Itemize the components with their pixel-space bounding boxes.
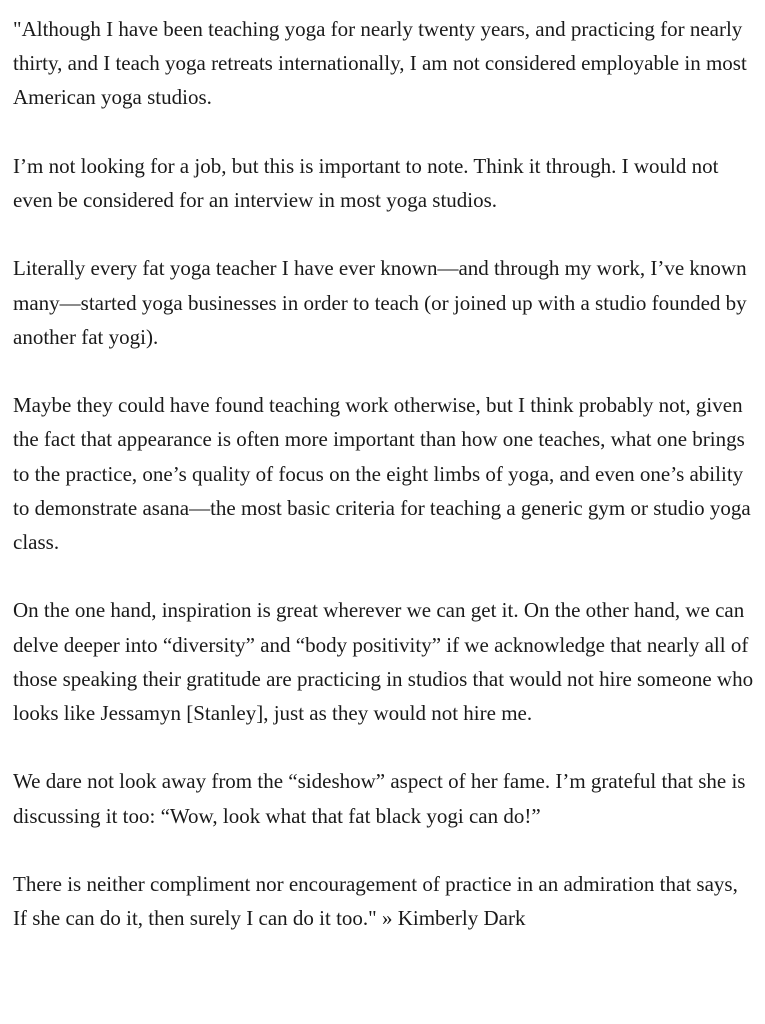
quote-paragraph: Literally every fat yoga teacher I have ever known—and through my work, I’ve known many—started yoga businesses in order to teach (or joined up with a studio founded by another fat yogi).: [13, 256, 747, 349]
quote-paragraph: "Although I have been teaching yoga for nearly twenty years, and practicing for nearly thirty, and I teach yoga retreats internationally, I am not considered employable in most American yoga studios.: [13, 17, 747, 110]
quote-paragraph: Maybe they could have found teaching work otherwise, but I think probably not, given the fact that appearance is often more important than how one teaches, what one brings to the practice, one’s quality of focus on the eight limbs of yoga, and even one’s ability to demonstrate asana—the most basic criteria for teaching a generic gym or studio yoga class.: [13, 393, 751, 554]
quote-paragraph: We dare not look away from the “sideshow” aspect of her fame. I’m grateful that she is discussing it too: “Wow, look what that fat black yogi can do!”: [13, 769, 746, 828]
quote-paragraph: I’m not looking for a job, but this is important to note. Think it through. I would not even be considered for an interview in most yoga studios.: [13, 153, 719, 212]
quote-article: [13, 12, 755, 935]
quote-paragraph: On the one hand, inspiration is great wherever we can get it. On the other hand, we can delve deeper into “diversity” and “body positivity” if we acknowledge that nearly all of those speaking their gratitude are practicing in studios that would not hire someone who looks like Jessamyn [Stanley], just as they would not hire me.: [13, 598, 754, 725]
quote-paragraph-attribution: There is neither compliment nor encouragement of practice in an admiration that says, If she can do it, then surely I can do it too." » Kimberly Dark: [13, 871, 738, 931]
